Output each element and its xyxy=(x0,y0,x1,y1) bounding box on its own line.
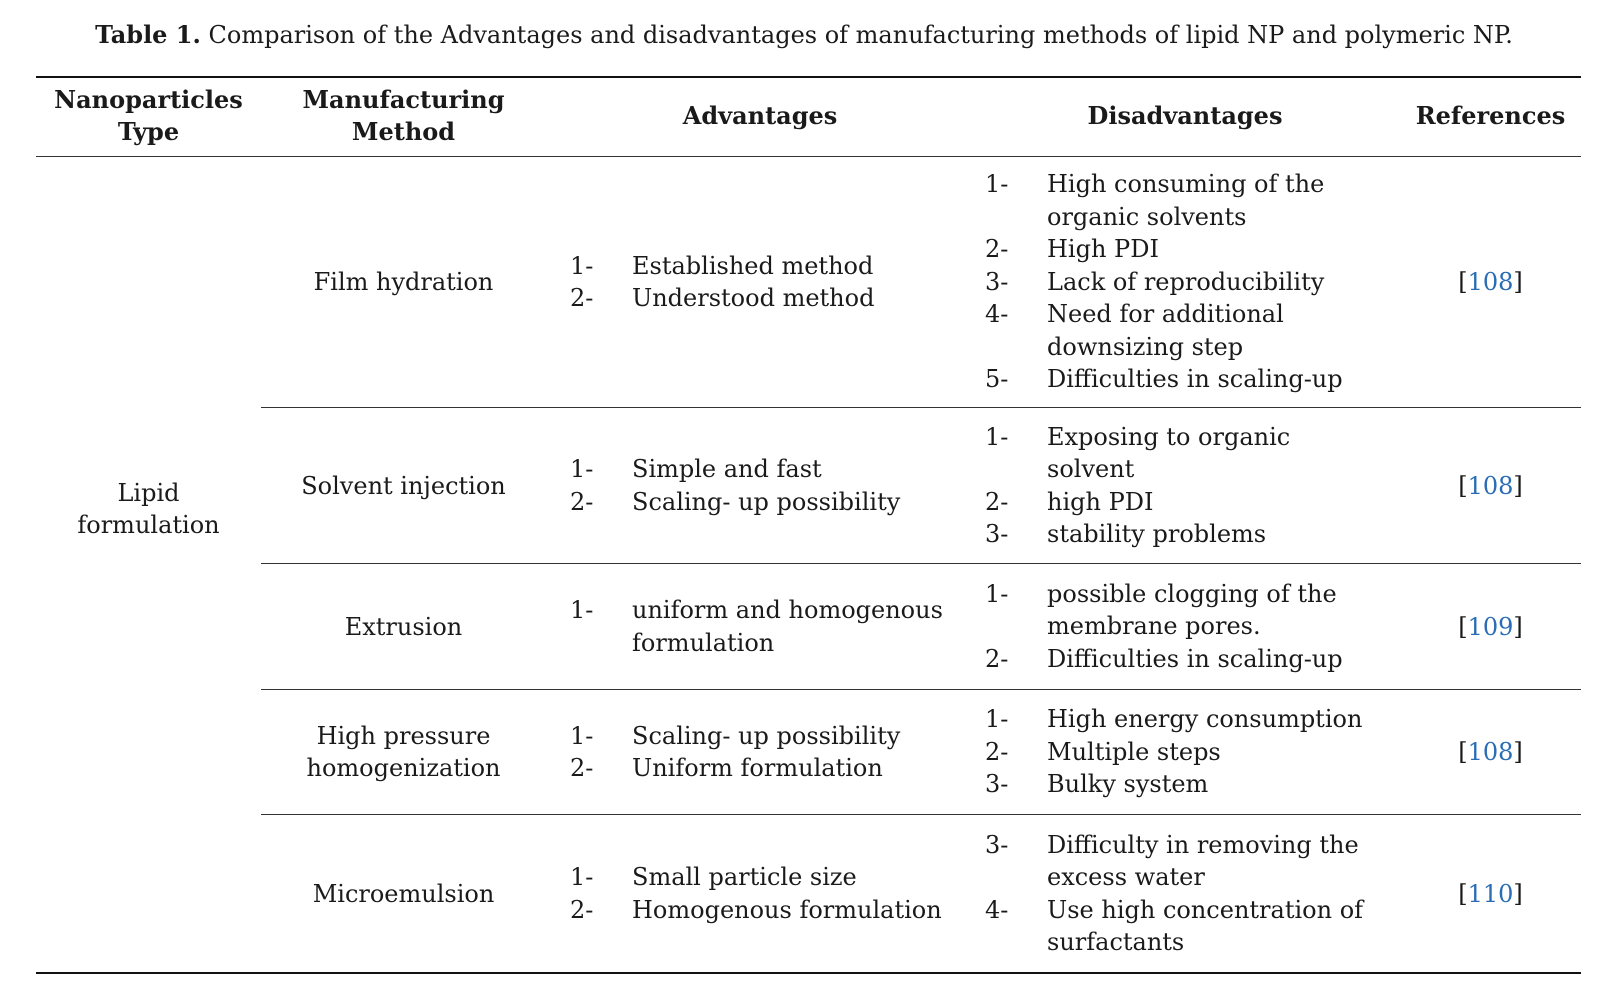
item-text: Exposing to organic solvent xyxy=(1047,422,1291,483)
item-number: 2- xyxy=(985,644,1009,673)
disadvantages-item xyxy=(985,168,1365,233)
advantages-list xyxy=(570,453,950,518)
item-text: High consuming of the organic solvents xyxy=(1047,170,1325,231)
advantages-item xyxy=(570,282,950,315)
advantages-item xyxy=(570,250,950,283)
disadvantages-item xyxy=(985,421,1365,486)
item-text: Bulky system xyxy=(1047,770,1209,798)
advantages-item xyxy=(570,894,950,927)
item-text: Use high concentration of surfactants xyxy=(1047,895,1364,956)
reference-open-bracket: [ xyxy=(1458,738,1468,766)
advantages-list xyxy=(570,720,950,785)
reference-close-bracket: ] xyxy=(1513,879,1523,908)
method-line: High pressure xyxy=(316,722,491,750)
method-cell xyxy=(261,720,546,784)
row-separator xyxy=(261,563,1581,564)
item-number: 1- xyxy=(570,251,594,280)
reference-cell xyxy=(1400,266,1581,298)
item-number: 2- xyxy=(985,737,1009,766)
reference-close-bracket: ] xyxy=(1513,612,1523,641)
item-text: High energy consumption xyxy=(1047,705,1363,733)
table-caption xyxy=(0,20,1608,49)
item-text: Small particle size xyxy=(632,863,857,891)
item-number: 2- xyxy=(985,487,1009,516)
header-rule xyxy=(36,156,1581,157)
disadvantages-item xyxy=(985,266,1365,299)
method-cell xyxy=(261,470,546,502)
reference-close-bracket: ] xyxy=(1513,471,1523,500)
item-number: 4- xyxy=(985,895,1009,924)
method-cell xyxy=(261,878,546,910)
item-text: Difficulties in scaling-up xyxy=(1047,644,1343,673)
item-text: Scaling- up possibility xyxy=(632,721,901,750)
advantages-item xyxy=(570,594,950,659)
reference-open-bracket: [ xyxy=(1458,471,1468,500)
item-text: Established method xyxy=(632,251,874,280)
disadvantages-list xyxy=(985,829,1365,959)
disadvantages-list xyxy=(985,421,1365,551)
item-number: 2- xyxy=(570,284,594,312)
item-text: High PDI xyxy=(1047,235,1159,263)
method-line: Microemulsion xyxy=(312,879,495,908)
reference-link[interactable]: 110 xyxy=(1467,879,1514,908)
item-number: 1- xyxy=(570,455,594,483)
advantages-item xyxy=(570,453,950,486)
item-number: 3- xyxy=(985,267,1009,296)
method-line: Extrusion xyxy=(344,612,463,641)
disadvantages-item xyxy=(985,643,1365,676)
item-text: Homogenous formulation xyxy=(632,895,942,924)
item-text: Simple and fast xyxy=(632,455,822,483)
disadvantages-item xyxy=(985,578,1365,643)
reference-link[interactable]: 108 xyxy=(1467,471,1514,500)
item-text: stability problems xyxy=(1047,520,1267,548)
item-text: Need for additional downsizing step xyxy=(1047,300,1284,361)
header-disadvantages: Disadvantages xyxy=(1087,101,1283,130)
item-number: 3- xyxy=(985,770,1009,798)
header-manufacturing-method xyxy=(261,84,546,148)
disadvantages-item xyxy=(985,703,1365,736)
reference-link[interactable]: 108 xyxy=(1467,738,1514,766)
method-line: Film hydration xyxy=(313,268,494,296)
reference-open-bracket: [ xyxy=(1458,879,1468,908)
method-cell xyxy=(261,266,546,298)
disadvantages-item xyxy=(985,768,1365,801)
caption-label: Table 1. xyxy=(95,20,201,49)
header-type-line2: Type xyxy=(117,117,180,146)
method-line: Solvent injection xyxy=(301,471,506,500)
reference-open-bracket: [ xyxy=(1458,268,1468,296)
header-type-line1: Nanoparticles xyxy=(54,85,243,114)
item-number: 5- xyxy=(985,365,1009,393)
item-number: 1- xyxy=(570,721,594,750)
row-separator xyxy=(261,407,1581,408)
advantages-item xyxy=(570,861,950,894)
disadvantages-item xyxy=(985,363,1365,396)
disadvantages-item xyxy=(985,894,1365,959)
table-bottom-rule xyxy=(36,972,1581,974)
reference-cell xyxy=(1400,878,1581,910)
item-number: 1- xyxy=(985,579,1009,608)
item-number: 1- xyxy=(985,170,1009,198)
item-number: 3- xyxy=(985,830,1009,859)
header-advantages: Advantages xyxy=(682,101,838,130)
reference-close-bracket: ] xyxy=(1513,738,1523,766)
item-number: 2- xyxy=(985,235,1009,263)
disadvantages-item xyxy=(985,486,1365,519)
reference-close-bracket: ] xyxy=(1513,268,1523,296)
caption-text: Comparison of the Advantages and disadvantages of manufacturing methods of lipid NP and polymeric NP. xyxy=(208,21,1513,49)
reference-cell xyxy=(1400,611,1581,643)
advantages-item xyxy=(570,752,950,785)
item-text: possible clogging of the membrane pores. xyxy=(1047,579,1337,640)
item-text: Difficulties in scaling-up xyxy=(1047,365,1343,393)
disadvantages-item xyxy=(985,233,1365,266)
item-number: 4- xyxy=(985,300,1009,328)
disadvantages-item xyxy=(985,518,1365,551)
item-text: Lack of reproducibility xyxy=(1047,267,1325,296)
item-number: 1- xyxy=(570,863,594,891)
disadvantages-item xyxy=(985,298,1365,363)
item-number: 2- xyxy=(570,754,594,782)
item-number: 2- xyxy=(570,487,594,516)
item-text: Multiple steps xyxy=(1047,737,1221,766)
disadvantages-item xyxy=(985,736,1365,769)
advantages-list xyxy=(570,250,950,315)
disadvantages-list xyxy=(985,168,1365,396)
row-separator xyxy=(261,814,1581,815)
method-line: homogenization xyxy=(306,754,501,782)
item-text: Understood method xyxy=(632,284,875,312)
group-line2: formulation xyxy=(77,511,220,539)
advantages-item xyxy=(570,486,950,519)
method-cell xyxy=(261,611,546,643)
group-lipid-formulation xyxy=(36,477,261,541)
item-text: Scaling- up possibility xyxy=(632,487,901,516)
advantages-list xyxy=(570,594,950,659)
reference-cell xyxy=(1400,736,1581,768)
item-number: 1- xyxy=(985,422,1009,451)
reference-link[interactable]: 108 xyxy=(1467,268,1514,296)
group-line1: Lipid xyxy=(117,479,180,507)
row-separator xyxy=(261,689,1581,690)
header-method-line1: Manufacturing xyxy=(302,85,505,114)
header-method-line2: Method xyxy=(351,117,456,146)
item-number: 2- xyxy=(570,895,594,924)
header-nanoparticles-type xyxy=(36,84,261,148)
header-references: References xyxy=(1415,101,1566,130)
advantages-list xyxy=(570,861,950,926)
item-text: uniform and homogenous formulation xyxy=(632,596,943,657)
table-top-rule xyxy=(36,76,1581,78)
item-text: Uniform formulation xyxy=(632,754,883,782)
item-number: 3- xyxy=(985,520,1009,548)
reference-link[interactable]: 109 xyxy=(1467,612,1514,641)
item-number: 1- xyxy=(570,596,594,624)
reference-cell xyxy=(1400,470,1581,502)
item-text: Difficulty in removing the excess water xyxy=(1047,830,1359,891)
disadvantages-list xyxy=(985,703,1365,801)
advantages-item xyxy=(570,720,950,753)
disadvantages-item xyxy=(985,829,1365,894)
reference-open-bracket: [ xyxy=(1458,612,1468,641)
disadvantages-list xyxy=(985,578,1365,676)
item-text: high PDI xyxy=(1047,487,1154,516)
item-number: 1- xyxy=(985,705,1009,733)
